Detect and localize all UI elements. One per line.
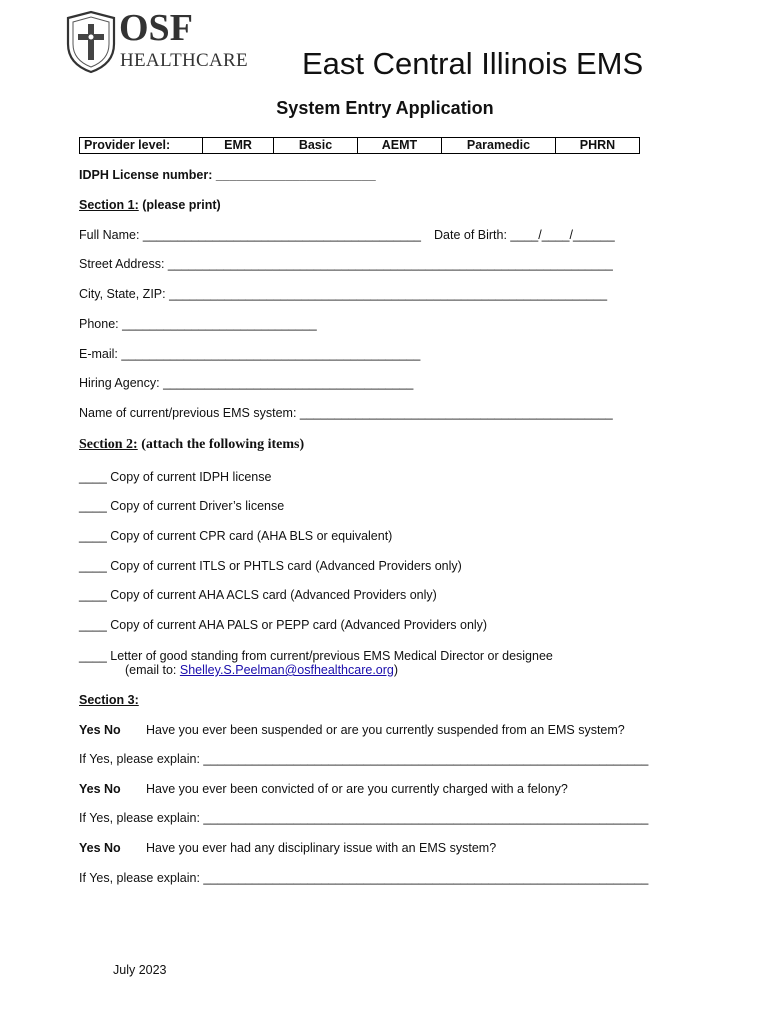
section1-heading-note: (please print): [138, 198, 221, 212]
logo-wordmark-osf: OSF: [119, 7, 193, 49]
checklist-item[interactable]: ____ Copy of current AHA PALS or PEPP card (Advanced Providers only): [79, 618, 488, 632]
provider-level-table: [79, 137, 640, 154]
logo-wordmark-healthcare: HEALTHCARE: [120, 50, 248, 71]
page-title: East Central Illinois EMS: [302, 46, 644, 81]
provider-level-aemt[interactable]: AEMT: [358, 138, 442, 154]
explain-field[interactable]: If Yes, please explain: ________________________________________________________________: [79, 811, 649, 825]
question-row: [79, 782, 568, 796]
email-suffix: ): [393, 663, 399, 677]
email-link[interactable]: Shelley.S.Peelman@osfhealthcare.org: [179, 663, 394, 677]
question-text: Have you ever had any disciplinary issue with an EMS system?: [146, 841, 497, 855]
checklist-item-letter[interactable]: ____ Letter of good standing from current/previous EMS Medical Director or designee: [79, 649, 553, 663]
yes-no-choice[interactable]: Yes No: [79, 782, 121, 796]
provider-level-emr[interactable]: EMR: [203, 138, 274, 154]
letter-email-note: [125, 663, 398, 677]
provider-level-label: Provider level:: [80, 138, 203, 154]
checklist-item[interactable]: ____ Copy of current Driver’s license: [79, 499, 285, 513]
footer-date: July 2023: [113, 963, 167, 977]
explain-field[interactable]: If Yes, please explain: ________________________________________________________________: [79, 871, 649, 885]
full-name-field[interactable]: Full Name: ________________________________________: [79, 228, 421, 242]
provider-level-paramedic[interactable]: Paramedic: [442, 138, 556, 154]
email-field[interactable]: E-mail: ___________________________________________: [79, 347, 421, 361]
page-subtitle: System Entry Application: [276, 98, 494, 118]
idph-license-field[interactable]: IDPH License number: _______________________: [79, 168, 376, 182]
email-prefix: (email to:: [125, 663, 180, 677]
checklist-item[interactable]: ____ Copy of current ITLS or PHTLS card (Advanced Providers only): [79, 559, 462, 573]
section2-heading-label: Section 2:: [79, 437, 138, 452]
section1-heading: [79, 198, 221, 212]
date-of-birth-field[interactable]: Date of Birth: ____/____/______: [434, 228, 615, 242]
question-row: [79, 841, 496, 855]
section1-heading-label: Section 1:: [79, 198, 139, 212]
city-state-zip-field[interactable]: City, State, ZIP: _______________________________________________________________: [79, 287, 608, 301]
osf-healthcare-logo: [64, 8, 246, 74]
phone-field[interactable]: Phone: ____________________________: [79, 317, 317, 331]
street-address-field[interactable]: Street Address: ________________________________________________________________: [79, 257, 613, 271]
ems-system-field[interactable]: Name of current/previous EMS system: _____________________________________________: [79, 406, 613, 420]
checklist-item[interactable]: ____ Copy of current IDPH license: [79, 470, 272, 484]
checklist-item[interactable]: ____ Copy of current AHA ACLS card (Advanced Providers only): [79, 588, 437, 602]
section3-heading: Section 3:: [79, 693, 139, 707]
explain-field[interactable]: If Yes, please explain: ________________________________________________________________: [79, 752, 649, 766]
question-text: Have you ever been convicted of or are you currently charged with a felony?: [146, 782, 568, 796]
provider-level-basic[interactable]: Basic: [274, 138, 358, 154]
section2-heading-note: (attach the following items): [137, 437, 305, 452]
question-row: [79, 723, 625, 737]
checklist-item[interactable]: ____ Copy of current CPR card (AHA BLS or equivalent): [79, 529, 393, 543]
yes-no-choice[interactable]: Yes No: [79, 841, 121, 855]
section2-heading: [79, 437, 304, 453]
question-text: Have you ever been suspended or are you currently suspended from an EMS system?: [146, 723, 625, 737]
hiring-agency-field[interactable]: Hiring Agency: ____________________________________: [79, 376, 414, 390]
yes-no-choice[interactable]: Yes No: [79, 723, 121, 737]
provider-level-phrn[interactable]: PHRN: [556, 138, 640, 154]
